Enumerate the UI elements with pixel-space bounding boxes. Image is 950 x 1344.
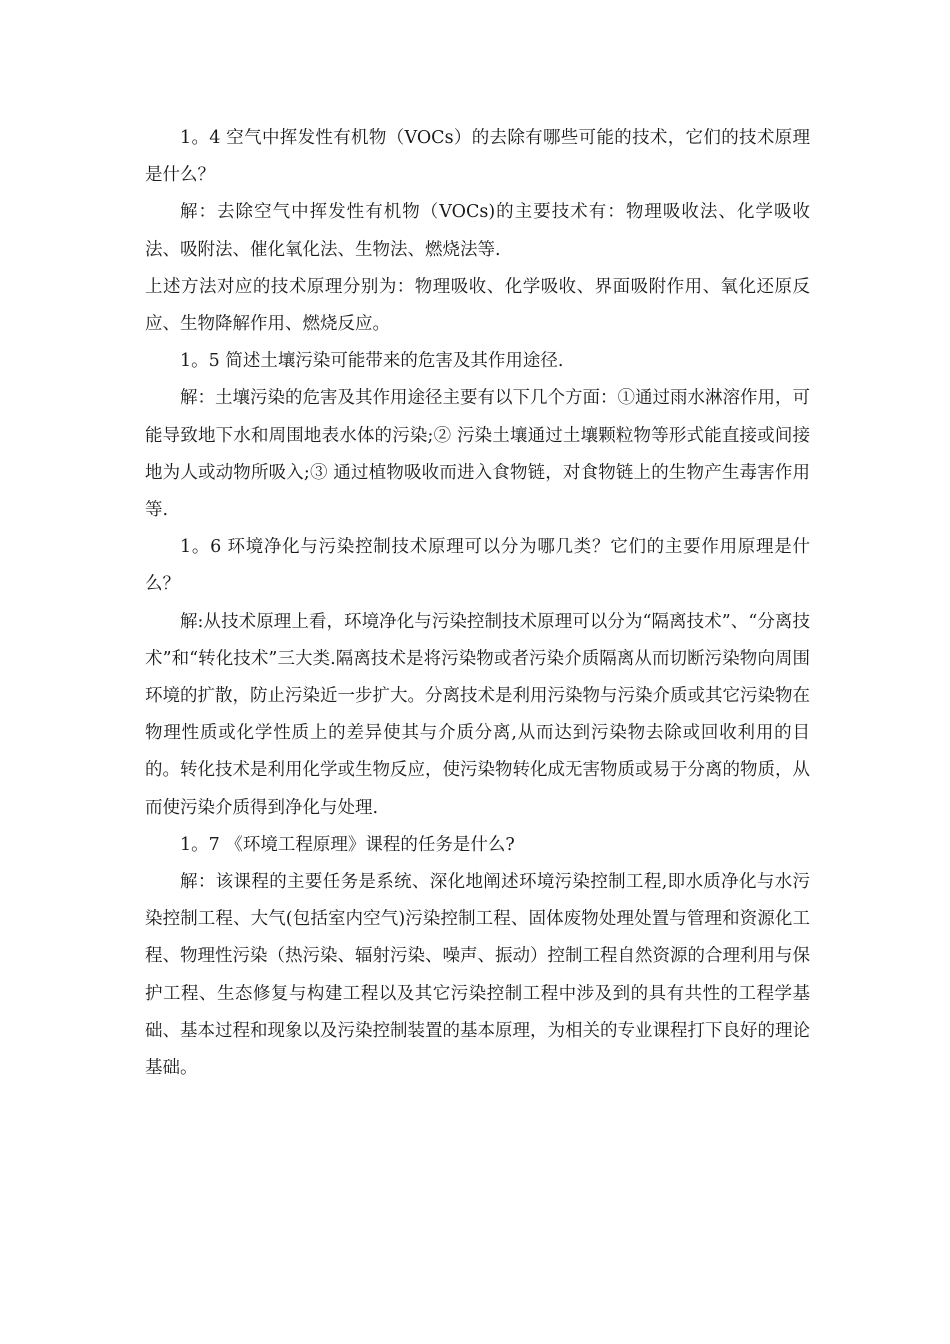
question-1-5: 1。5 简述土壤污染可能带来的危害及其作用途径. xyxy=(180,351,564,372)
answer-1-4: 解：去除空气中挥发性有机物（VOCs)的主要技术有：物理吸收法、化学吸收法、吸附法、催化氧化法、生物法、燃烧法等. xyxy=(145,202,810,260)
answer-1-4-continuation: 上述方法对应的技术原理分别为：物理吸收、化学吸收、界面吸附作用、氧化还原反应、生物降解作用、燃烧反应。 xyxy=(145,276,810,335)
answer-1-7: 解：该课程的主要任务是系统、深化地阐述环境污染控制工程,即水质净化与水污染控制工程、大气(包括室内空气)污染控制工程、固体废物处理处置与管理和资源化工程、物理性污染（热污染、辐射污染、噪声、振动）控制工程自然资源的合理利用与保护工程、生态修复与构建工程以及其它污染控制工程中涉及到的具有共性的工程学基础、基本过程和现象以及污染控制装置的基本原理，为相关的专业课程打下良好的理论基础。 xyxy=(145,872,810,1079)
question-1-6: 1。6 环境净化与污染控制技术原理可以分为哪几类？它们的主要作用原理是什么？ xyxy=(145,537,810,595)
question-1-4: 1。4 空气中挥发性有机物（VOCs）的去除有哪些可能的技术，它们的技术原理是什么？ xyxy=(145,128,810,186)
question-1-7: 1。7 《环境工程原理》课程的任务是什么? xyxy=(180,834,515,855)
document-page xyxy=(145,120,810,1087)
answer-1-5: 解：土壤污染的危害及其作用途径主要有以下几个方面：①通过雨水淋溶作用，可能导致地下水和周围地表水体的污染;② 污染土壤通过土壤颗粒物等形式能直接或间接地为人或动物所吸入;③ 通过植物吸收而进入食物链，对食物链上的生物产生毒害作用等. xyxy=(145,388,810,521)
answer-1-6: 解:从技术原理上看，环境净化与污染控制技术原理可以分为“隔离技术”、“分离技术”和“转化技术”三大类.隔离技术是将污染物或者污染介质隔离从而切断污染物向周围环境的扩散，防止污染近一步扩大。分离技术是利用污染物与污染介质或其它污染物在物理性质或化学性质上的差异使其与介质分离,从而达到污染物去除或回收利用的目的。转化技术是利用化学或生物反应，使污染物转化成无害物质或易于分离的物质，从而使污染介质得到净化与处理. xyxy=(145,611,810,818)
